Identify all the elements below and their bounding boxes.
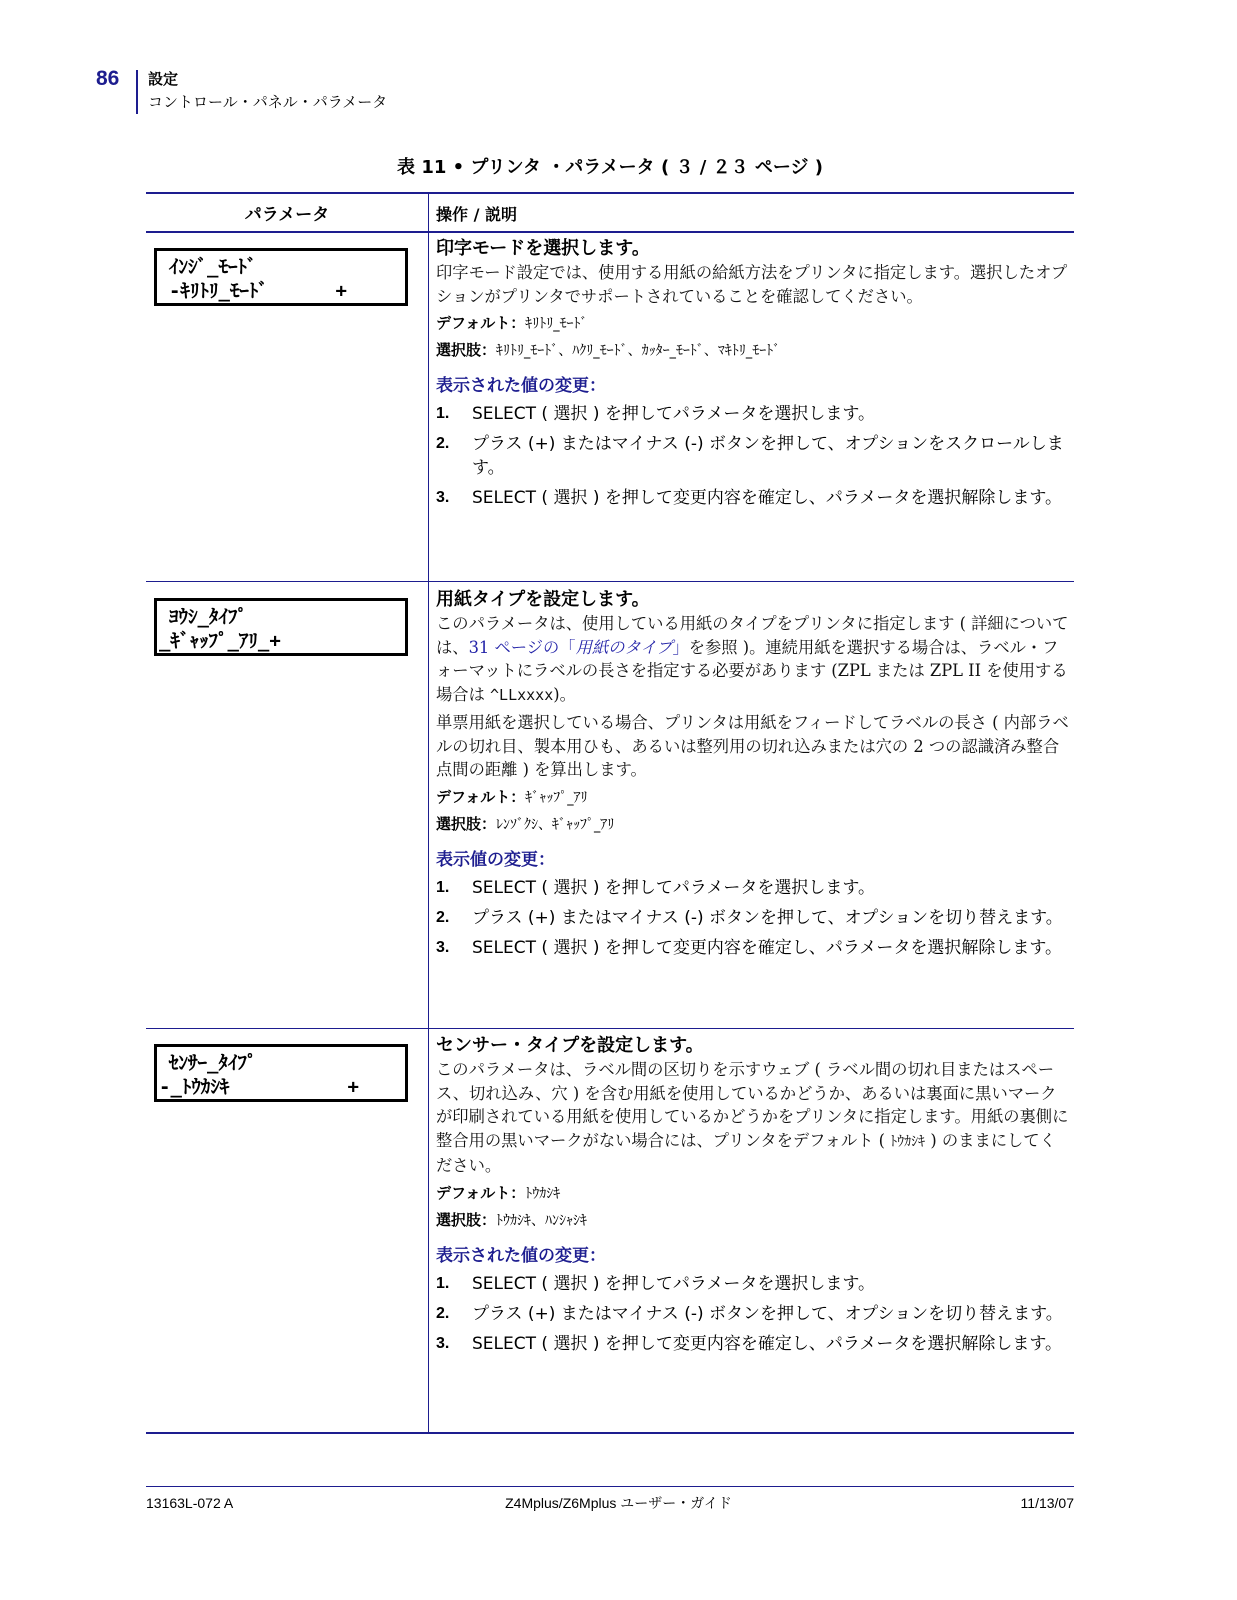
row-sensor-type-description bbox=[436, 1034, 1072, 1362]
change-heading: 表示された値の変更： bbox=[436, 1245, 606, 1266]
default-setting: デフォルト：ｷﾞｬｯﾌﾟ_ｱﾘ bbox=[436, 787, 588, 806]
row-heading: 用紙タイプを設定します。 bbox=[436, 589, 650, 610]
column-header-parameter: パラメータ bbox=[244, 205, 330, 225]
choices-setting: 選択肢：ｷﾘﾄﾘ_ﾓｰﾄﾞ、ﾊｸﾘ_ﾓｰﾄﾞ、ｶｯﾀｰ_ﾓｰﾄﾞ、ﾏｷﾄﾘ_ﾓｰﾄﾞ bbox=[436, 341, 781, 359]
lcd-line-2: -_ﾄｳｶｼｷ bbox=[159, 1076, 230, 1098]
lcd-display-media-type bbox=[154, 598, 408, 656]
footer-date: 11/13/07 bbox=[1020, 1495, 1074, 1511]
row-paragraph: 単票用紙を選択している場合、プリンタは用紙をフィードしてラベルの長さ ( 内部ラベルの切れ目、製本用ひも、あるいは整列用の切れ込みまたは穴の 2 つの認識済み整合点間の距離 ) を算出します。 bbox=[436, 713, 1069, 779]
column-header-description: 操作 / 説明 bbox=[436, 205, 517, 224]
header-bottom-rule bbox=[146, 231, 1074, 233]
row-paragraph: 印字モード設定では、使用する用紙の給紙方法をプリンタに指定します。選択したオプションがプリンタでサポートされていることを確認してください。 bbox=[436, 263, 1068, 306]
footer-guide-title: Z4Mplus/Z6Mplus ユーザー・ガイド bbox=[505, 1495, 732, 1511]
lcd-plus: + bbox=[347, 1076, 359, 1098]
footer-rule bbox=[146, 1486, 1074, 1487]
row-paragraph: このパラメータは、ラベル間の区切りを示すウェブ ( ラベル間の切れ目またはスペース、切れ込み、穴 ) を含む用紙を使用しているかどうか、あるいは裏面に黒いマークが印刷されている用紙を使用しているかどうかをプリンタに指定します。用紙の裏側に整合用の黒いマークがない場合には、プリンタをデフォルト ( ﾄｳｶｼｷ ) のままにしてください。 bbox=[436, 1060, 1069, 1175]
subsection-title: コントロール・パネル・パラメータ bbox=[148, 93, 388, 111]
lcd-display-sensor-type bbox=[154, 1044, 408, 1102]
row-print-mode-description bbox=[436, 237, 1072, 516]
page-number: 86 bbox=[96, 67, 120, 90]
step-item: 3. SELECT ( 選択 ) を押して変更内容を確定し、パラメータを選択解除します。 bbox=[436, 488, 1063, 508]
lcd-line-2: _ｷﾞｬｯﾌﾟ_ｱﾘ_+ bbox=[159, 630, 281, 652]
row-paragraph: このパラメータは、使用している用紙のタイプをプリンタに指定します ( 詳細については、31 ページの「用紙のタイプ」を参照 )。連続用紙を選択する場合は、ラベル・フォーマットにラベルの長さを指定する必要があります (ZPL または ZPL II を使用する場合は ^LLxxxx)。 bbox=[436, 614, 1069, 704]
step-item: 1. SELECT ( 選択 ) を押してパラメータを選択します。 bbox=[436, 1273, 876, 1294]
parameter-table bbox=[146, 192, 1074, 1434]
row-heading: 印字モードを選択します。 bbox=[436, 238, 650, 259]
change-heading: 表示された値の変更： bbox=[436, 376, 606, 396]
lcd-display-print-mode bbox=[154, 248, 408, 306]
step-item: 2. プラス (+) またはマイナス (-) ボタンを押して、オプションを切り替えます。 bbox=[436, 907, 1063, 928]
table-bottom-rule bbox=[146, 1432, 1074, 1434]
row-media-type-description bbox=[436, 588, 1072, 966]
change-heading: 表示値の変更： bbox=[436, 849, 555, 870]
table-title: 表 11 • プリンタ ・パラメータ ( ３ / ２３ ページ ) bbox=[397, 157, 823, 178]
media-type-link[interactable]: 用紙のタイプ bbox=[575, 637, 673, 657]
lcd-line-1: ﾖｳｼ_ﾀｲﾌﾟ bbox=[169, 606, 247, 628]
default-setting: デフォルト：ｷﾘﾄﾘ_ﾓｰﾄﾞ bbox=[436, 314, 588, 332]
choices-setting: 選択肢：ﾚﾝｿﾞｸｼ、ｷﾞｬｯﾌﾟ_ｱﾘ bbox=[436, 814, 615, 833]
page-header bbox=[96, 66, 596, 114]
row-divider bbox=[146, 1028, 1074, 1029]
step-item: 3. SELECT ( 選択 ) を押して変更内容を確定し、パラメータを選択解除します。 bbox=[436, 937, 1063, 958]
lcd-line-1: ｾﾝｻｰ_ﾀｲﾌﾟ bbox=[169, 1052, 257, 1074]
header-divider bbox=[136, 70, 138, 114]
step-item: 3. SELECT ( 選択 ) を押して変更内容を確定し、パラメータを選択解除します。 bbox=[436, 1333, 1063, 1354]
table-top-rule bbox=[146, 192, 1074, 194]
default-setting: デフォルト：ﾄｳｶｼｷ bbox=[436, 1183, 561, 1202]
row-divider bbox=[146, 581, 1074, 582]
lcd-line-2: -ｷﾘﾄﾘ_ﾓｰﾄﾞ bbox=[169, 280, 268, 302]
step-item: 1. SELECT ( 選択 ) を押してパラメータを選択します。 bbox=[436, 877, 876, 898]
step-item: 2. プラス (+) またはマイナス (-) ボタンを押して、オプションをスクロールします。 bbox=[436, 434, 1064, 478]
step-item: 2. プラス (+) またはマイナス (-) ボタンを押して、オプションを切り替えます。 bbox=[436, 1303, 1063, 1324]
footer-doc-number: 13163L-072 A bbox=[146, 1495, 234, 1511]
step-item: 1. SELECT ( 選択 ) を押してパラメータを選択します。 bbox=[436, 404, 876, 424]
row-heading: センサー・タイプを設定します。 bbox=[436, 1035, 704, 1056]
lcd-plus: + bbox=[335, 280, 347, 302]
section-title: 設定 bbox=[148, 70, 179, 88]
page-link[interactable]: 31 ページの「 bbox=[468, 637, 576, 657]
lcd-line-1: ｲﾝｼﾞ_ﾓｰﾄﾞ bbox=[169, 256, 257, 278]
column-divider bbox=[428, 192, 429, 1433]
choices-setting: 選択肢：ﾄｳｶｼｷ、ﾊﾝｼｬｼｷ bbox=[436, 1210, 588, 1229]
